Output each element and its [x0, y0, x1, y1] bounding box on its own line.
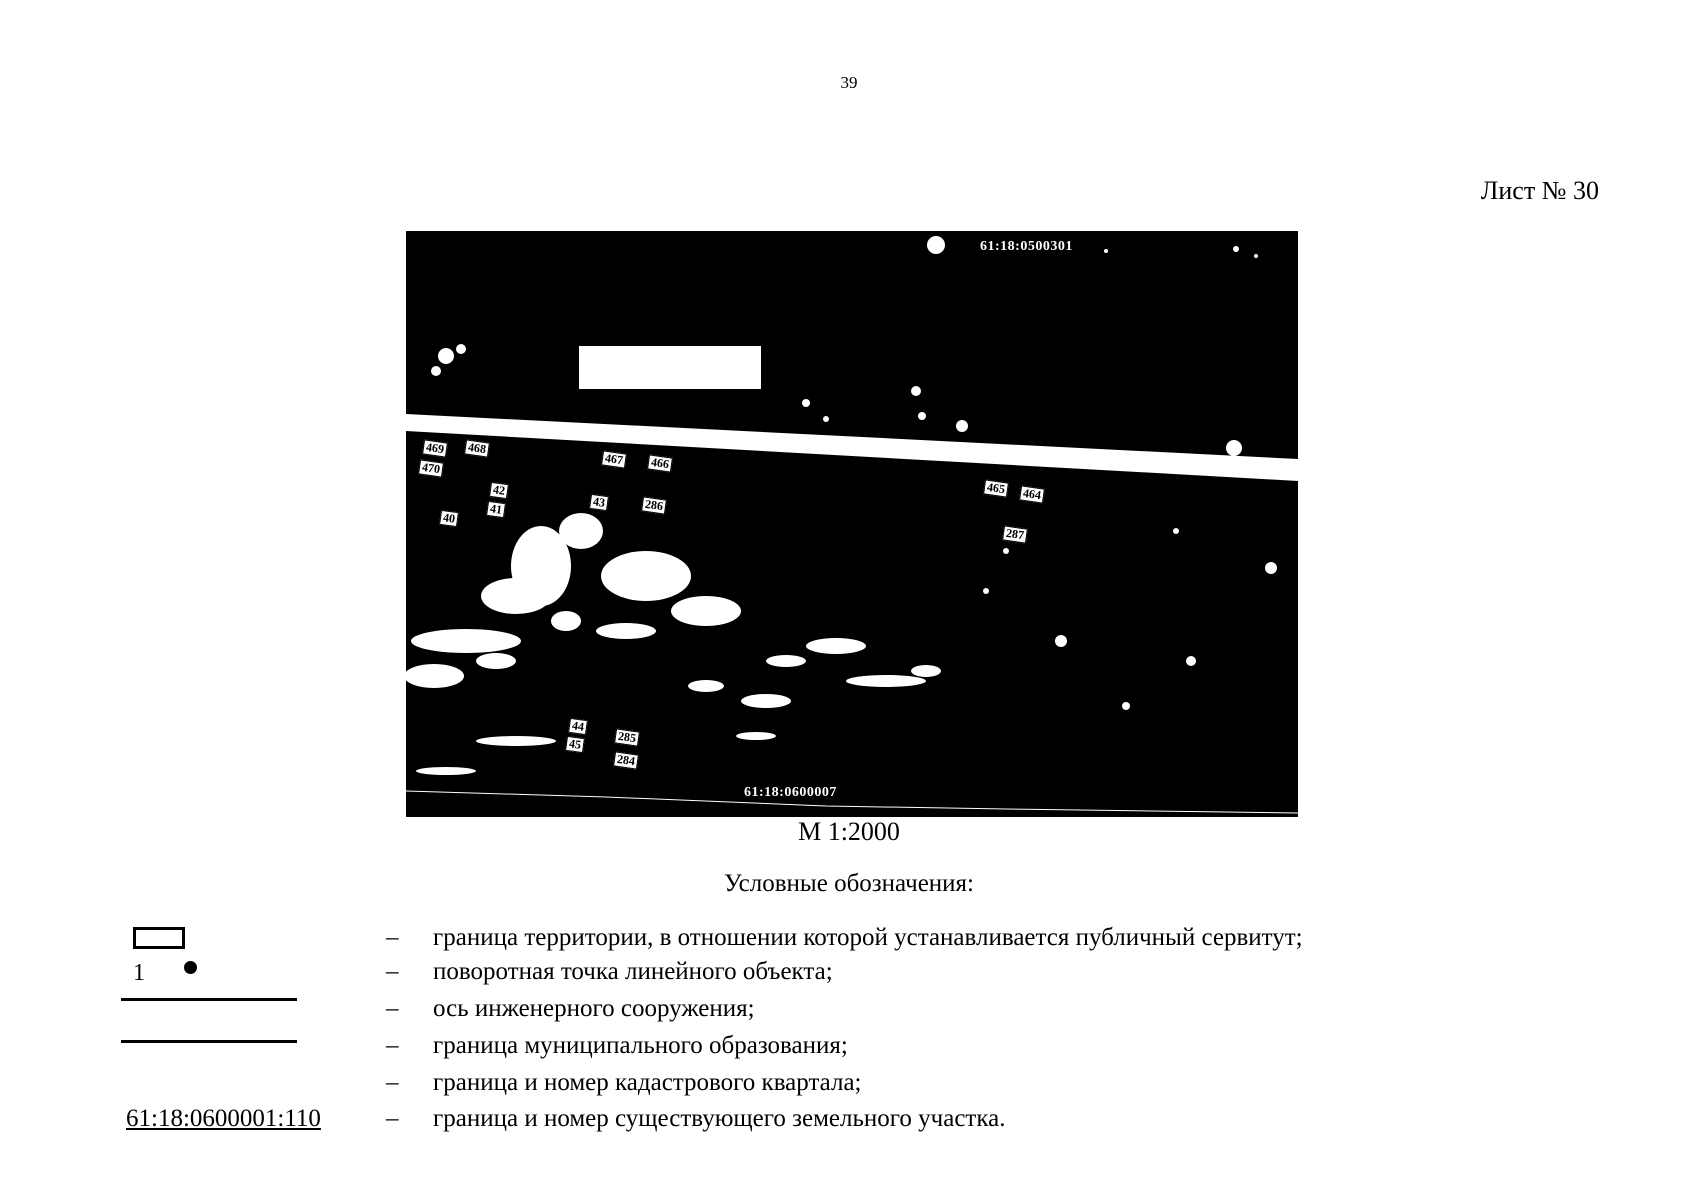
legend-dash: –	[386, 958, 399, 985]
turning-point-symbol-dot	[184, 961, 197, 974]
sheet-number: Лист № 30	[1480, 176, 1599, 205]
road-band	[406, 414, 1298, 481]
land-parcel-symbol-label: 61:18:0600001:110	[126, 1105, 321, 1132]
point-label-467: 467	[601, 450, 627, 468]
point-label-470: 470	[418, 459, 444, 477]
point-label-42: 42	[489, 482, 509, 499]
point-label-286: 286	[641, 496, 667, 514]
terrain-cluster	[406, 513, 941, 775]
page-number: 39	[840, 73, 858, 92]
point-label-465: 465	[983, 479, 1009, 497]
point-label-43: 43	[589, 494, 609, 511]
map-image	[406, 231, 1298, 817]
municipal-boundary-line	[406, 791, 1298, 813]
legend-row-municipal-boundary	[0, 1030, 1698, 1066]
quarter-label-bottom: 61:18:0600007	[744, 785, 837, 800]
point-label-468: 468	[464, 439, 490, 457]
legend-text-cadastral-quarter: граница и номер кадастрового квартала;	[433, 1069, 862, 1096]
legend-title: Условные обозначения:	[723, 870, 975, 897]
point-label-285: 285	[614, 728, 640, 746]
point-label-287: 287	[1002, 525, 1028, 543]
legend-dash: –	[386, 995, 399, 1022]
legend-row-turning-point	[0, 956, 1698, 992]
map-background	[406, 231, 1298, 817]
servitude-boundary-symbol	[133, 927, 185, 949]
legend-dash: –	[386, 1069, 399, 1096]
legend-dash: –	[386, 1032, 399, 1059]
map-scale: М 1:2000	[798, 817, 900, 846]
legend-dash: –	[386, 1105, 399, 1132]
point-label-44: 44	[568, 718, 588, 735]
legend-text-land-parcel: граница и номер существующего земельного участка.	[433, 1105, 1006, 1132]
municipal-boundary-symbol	[121, 1040, 297, 1043]
legend-text-engineering-axis: ось инженерного сооружения;	[433, 995, 755, 1022]
point-label-466: 466	[647, 454, 673, 472]
quarter-label-top: 61:18:0500301	[980, 239, 1073, 254]
point-label-469: 469	[422, 439, 448, 457]
legend-dash: –	[386, 924, 399, 951]
legend-row-servitude-boundary	[0, 922, 1698, 958]
point-label-464: 464	[1019, 485, 1045, 503]
legend-text-municipal-boundary: граница муниципального образования;	[433, 1032, 848, 1059]
terrain-speckles	[431, 236, 1277, 710]
point-label-40: 40	[439, 510, 459, 527]
point-label-284: 284	[613, 751, 639, 769]
legend-row-land-parcel	[0, 1103, 1698, 1139]
turning-point-symbol-number: 1	[133, 960, 145, 986]
engineering-axis-symbol	[121, 998, 297, 1001]
legend-row-engineering-axis	[0, 993, 1698, 1029]
legend-text-turning-point: поворотная точка линейного объекта;	[433, 958, 833, 985]
point-label-41: 41	[486, 501, 506, 518]
legend-text-servitude-boundary: граница территории, в отношении которой устанавливается публичный сервитут;	[433, 924, 1303, 951]
redacted-box	[579, 346, 761, 389]
legend-row-cadastral-quarter	[0, 1067, 1698, 1103]
point-label-45: 45	[565, 736, 585, 753]
